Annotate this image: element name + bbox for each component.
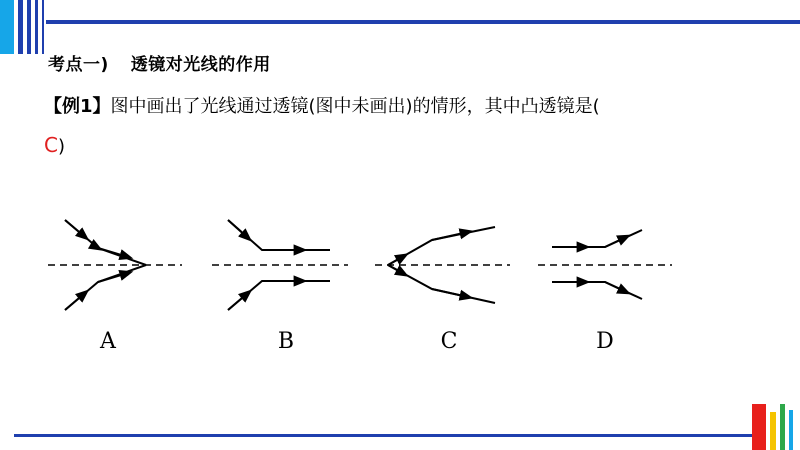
diagram-d: [538, 230, 672, 299]
topic-label: 考点一): [48, 55, 109, 75]
header-decoration: [0, 0, 48, 60]
answer-close-paren: ): [57, 136, 65, 157]
option-label-a: A: [100, 329, 116, 354]
diagram-c: [375, 227, 510, 303]
header-divider: [46, 20, 800, 24]
footer-decoration: [752, 404, 800, 450]
example-tag: 【例1】: [44, 96, 111, 117]
option-label-b: B: [277, 329, 295, 354]
section-title: [48, 50, 271, 75]
diagram-a: [48, 220, 182, 310]
answer-value: C: [44, 133, 58, 157]
question-body: 图中画出了光线通过透镜(图中未画出)的情形，其中凸透镜是(: [110, 96, 600, 117]
option-label-c: C: [440, 329, 458, 354]
footer-divider: [14, 434, 758, 437]
option-label-d: D: [596, 329, 614, 354]
diagram-b: [212, 220, 348, 310]
topic-title: 透镜对光线的作用: [130, 55, 271, 75]
answer-line: [44, 133, 65, 157]
question-text: [44, 92, 600, 118]
lens-ray-diagrams: [40, 205, 690, 355]
